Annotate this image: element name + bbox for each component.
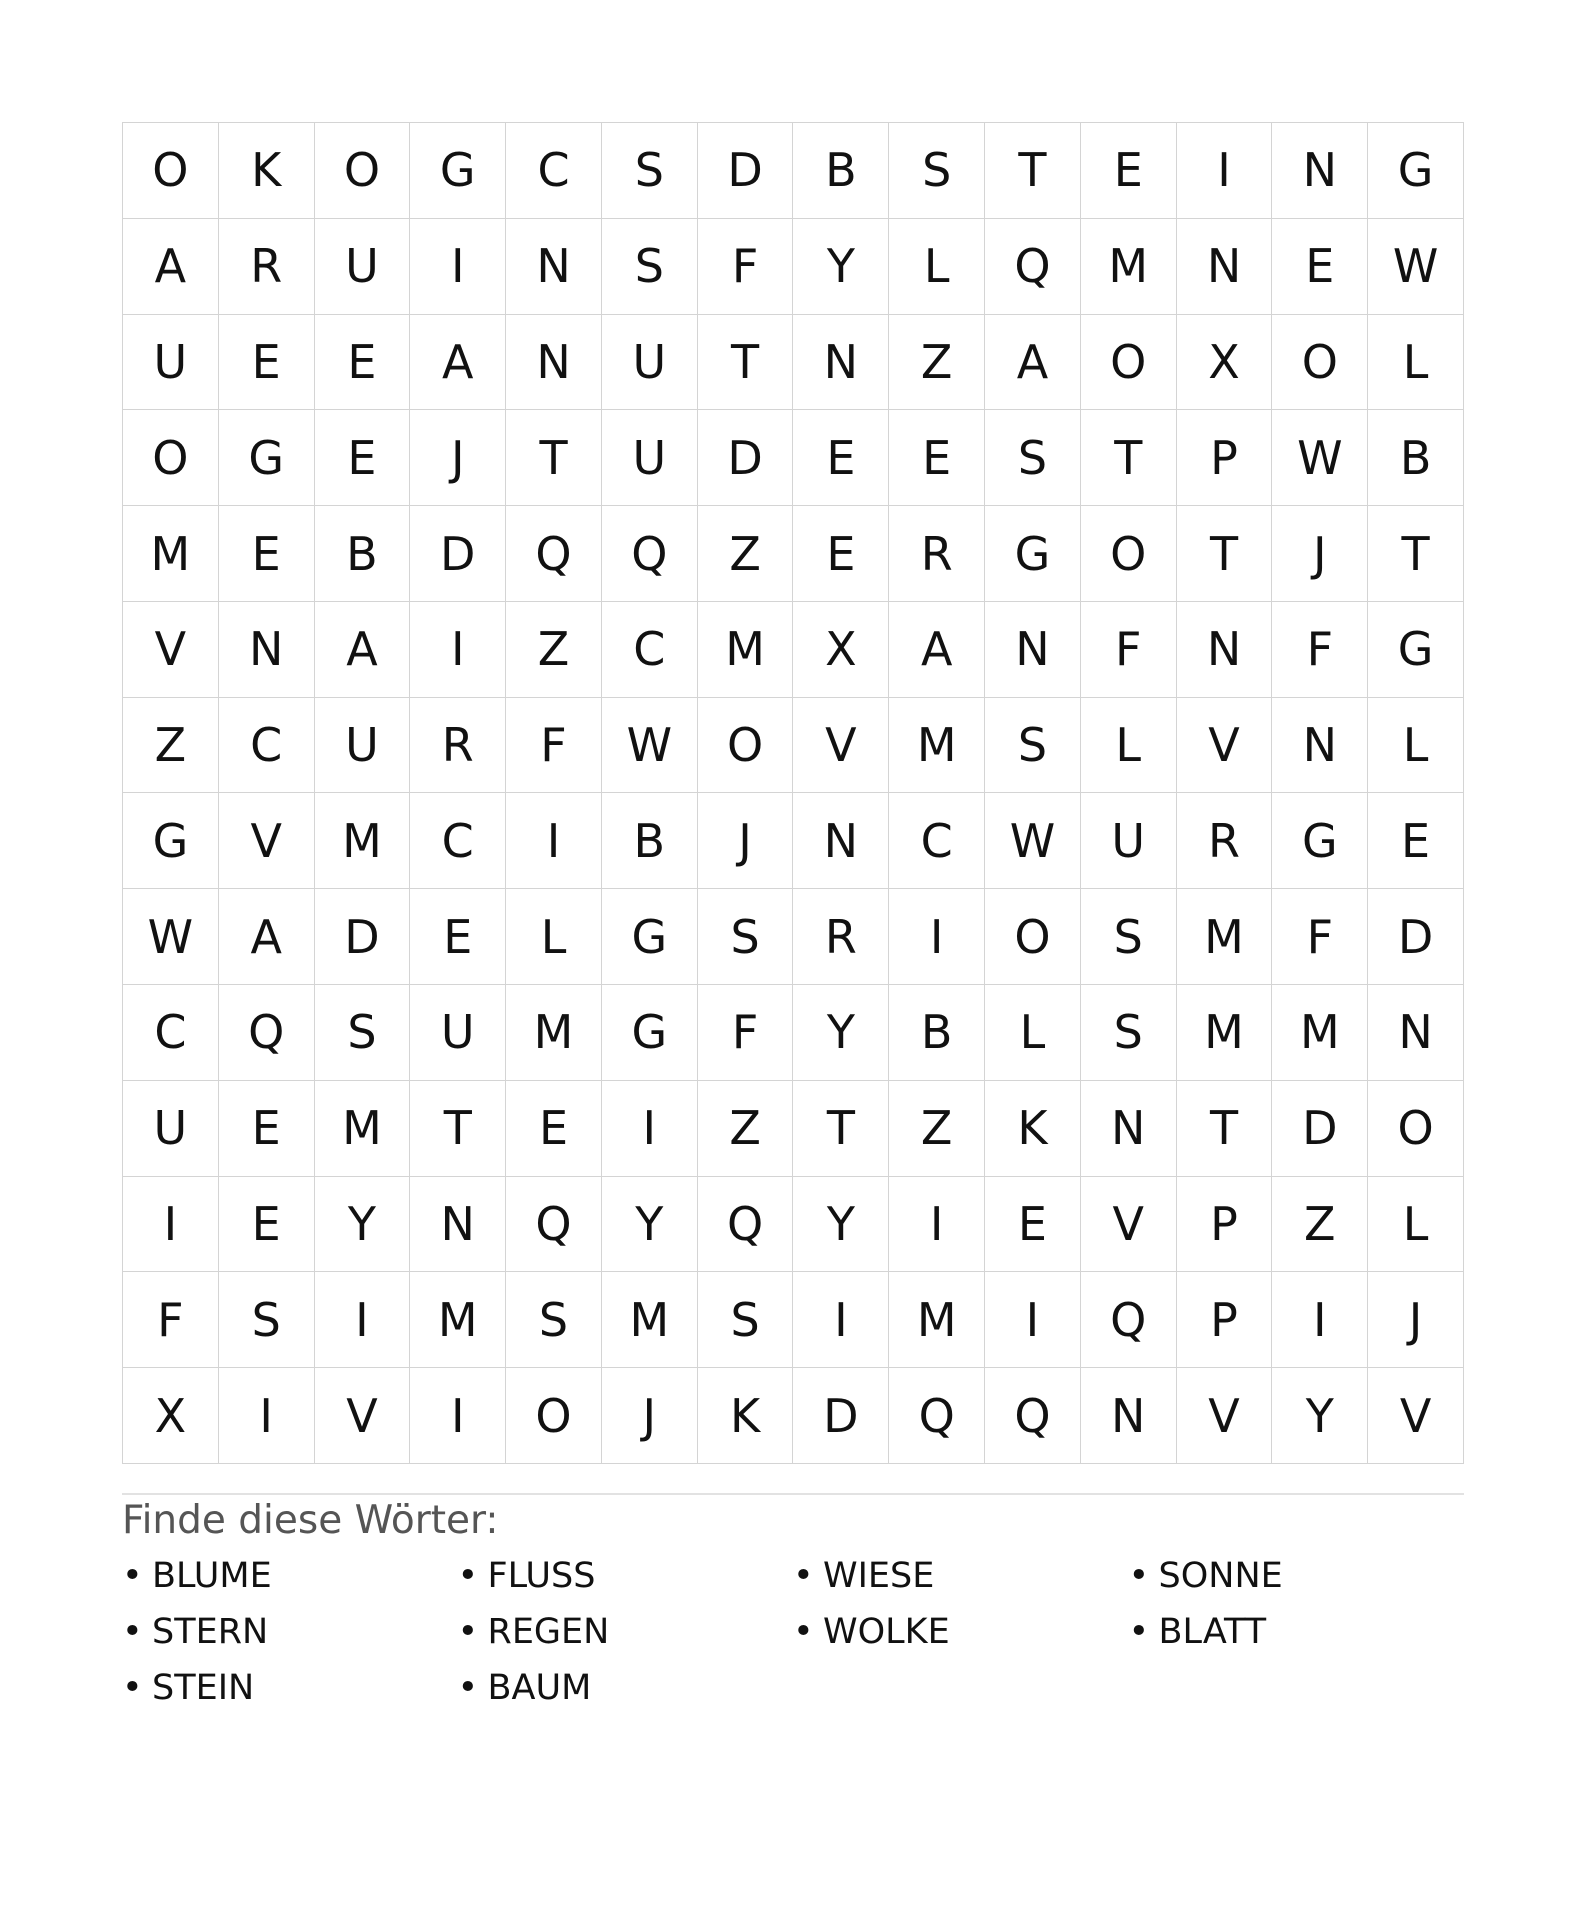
grid-cell[interactable]: D	[315, 889, 411, 985]
grid-cell[interactable]: T	[698, 315, 794, 411]
word-list-item	[458, 1668, 794, 1708]
grid-cell[interactable]: W	[602, 698, 698, 794]
bullet-icon: •	[457, 1668, 479, 1708]
grid-cell[interactable]: M	[1177, 985, 1273, 1081]
grid-cell[interactable]: M	[1272, 985, 1368, 1081]
grid-cell[interactable]: M	[410, 1272, 506, 1368]
word-list-item	[458, 1612, 794, 1652]
grid-cell[interactable]: E	[410, 889, 506, 985]
grid-cell[interactable]: G	[123, 793, 219, 889]
grid-cell[interactable]: Y	[793, 1177, 889, 1273]
word-list-item	[122, 1556, 458, 1596]
grid-cell[interactable]: L	[985, 985, 1081, 1081]
grid-cell[interactable]: S	[985, 698, 1081, 794]
grid-cell[interactable]: I	[410, 602, 506, 698]
grid-cell[interactable]: G	[602, 985, 698, 1081]
grid-cell[interactable]: I	[410, 1368, 506, 1464]
word-list	[122, 1556, 1464, 1708]
grid-cell[interactable]: V	[1177, 1368, 1273, 1464]
grid-cell[interactable]: W	[1272, 410, 1368, 506]
grid-cell[interactable]: O	[1081, 506, 1177, 602]
grid-cell[interactable]: Y	[315, 1177, 411, 1273]
word-list-item	[1129, 1556, 1465, 1596]
grid-cell[interactable]: K	[219, 123, 315, 219]
grid-cell[interactable]: Y	[1272, 1368, 1368, 1464]
grid-cell[interactable]: I	[219, 1368, 315, 1464]
bullet-icon: •	[122, 1668, 143, 1708]
grid-cell[interactable]: S	[985, 410, 1081, 506]
grid-cell[interactable]: D	[1368, 889, 1464, 985]
grid-cell[interactable]: G	[985, 506, 1081, 602]
grid-cell[interactable]: S	[602, 219, 698, 315]
grid-cell[interactable]: A	[123, 219, 219, 315]
grid-cell[interactable]: S	[315, 985, 411, 1081]
grid-cell[interactable]: V	[1081, 1177, 1177, 1273]
grid-cell[interactable]: N	[1272, 123, 1368, 219]
grid-cell[interactable]: D	[793, 1368, 889, 1464]
grid-cell[interactable]: O	[1272, 315, 1368, 411]
word-label: BLATT	[1158, 1612, 1267, 1652]
grid-cell[interactable]: Q	[985, 219, 1081, 315]
word-label: WOLKE	[823, 1612, 950, 1652]
grid-cell[interactable]: O	[698, 698, 794, 794]
grid-cell[interactable]: G	[1368, 602, 1464, 698]
grid-cell[interactable]: N	[1177, 602, 1273, 698]
grid-cell[interactable]: E	[315, 315, 411, 411]
grid-cell[interactable]: G	[410, 123, 506, 219]
grid-cell[interactable]: J	[602, 1368, 698, 1464]
grid-cell[interactable]: N	[410, 1177, 506, 1273]
grid-cell[interactable]: S	[602, 123, 698, 219]
grid-cell[interactable]: L	[1368, 315, 1464, 411]
grid-cell[interactable]: E	[1368, 793, 1464, 889]
grid-cell[interactable]: S	[698, 889, 794, 985]
grid-cell[interactable]: N	[1368, 985, 1464, 1081]
grid-cell[interactable]: N	[219, 602, 315, 698]
grid-cell[interactable]: Z	[889, 1081, 985, 1177]
grid-cell[interactable]: T	[1177, 1081, 1273, 1177]
grid-cell[interactable]: F	[123, 1272, 219, 1368]
word-label: FLUSS	[487, 1556, 596, 1596]
word-list-item	[1129, 1612, 1465, 1652]
grid-cell[interactable]: M	[315, 1081, 411, 1177]
grid-cell[interactable]: I	[602, 1081, 698, 1177]
grid-cell[interactable]: C	[123, 985, 219, 1081]
word-list-item	[793, 1556, 1129, 1596]
grid-cell[interactable]: E	[793, 506, 889, 602]
grid-cell[interactable]: I	[889, 889, 985, 985]
grid-cell[interactable]: Q	[1081, 1272, 1177, 1368]
grid-cell[interactable]: N	[1081, 1081, 1177, 1177]
grid-cell[interactable]: E	[985, 1177, 1081, 1273]
grid-cell[interactable]: N	[1177, 219, 1273, 315]
grid-cell[interactable]: Z	[506, 602, 602, 698]
grid-cell[interactable]: I	[506, 793, 602, 889]
grid-cell[interactable]: X	[793, 602, 889, 698]
grid-cell[interactable]: U	[1081, 793, 1177, 889]
grid-cell[interactable]: M	[889, 1272, 985, 1368]
grid-cell[interactable]: S	[506, 1272, 602, 1368]
grid-cell[interactable]: P	[1177, 1177, 1273, 1273]
grid-cell[interactable]: E	[506, 1081, 602, 1177]
grid-cell[interactable]: J	[1272, 506, 1368, 602]
grid-cell[interactable]: O	[315, 123, 411, 219]
grid-cell[interactable]: L	[889, 219, 985, 315]
grid-cell[interactable]: A	[315, 602, 411, 698]
grid-cell[interactable]: Z	[698, 1081, 794, 1177]
grid-cell[interactable]: J	[698, 793, 794, 889]
grid-cell[interactable]: E	[793, 410, 889, 506]
grid-cell[interactable]: E	[219, 315, 315, 411]
grid-cell[interactable]: B	[793, 123, 889, 219]
grid-cell[interactable]: O	[123, 123, 219, 219]
grid-cell[interactable]: K	[698, 1368, 794, 1464]
bullet-icon: •	[1128, 1556, 1150, 1596]
grid-cell[interactable]: U	[123, 1081, 219, 1177]
grid-cell[interactable]: X	[1177, 315, 1273, 411]
grid-cell[interactable]: T	[1081, 410, 1177, 506]
grid-cell[interactable]: O	[506, 1368, 602, 1464]
grid-cell[interactable]: E	[315, 410, 411, 506]
word-label: SONNE	[1158, 1556, 1283, 1596]
word-label: BLUME	[152, 1556, 272, 1596]
word-label: STEIN	[152, 1668, 255, 1708]
grid-cell[interactable]: T	[1177, 506, 1273, 602]
bullet-icon: •	[122, 1612, 143, 1652]
grid-cell[interactable]: U	[410, 985, 506, 1081]
grid-cell[interactable]: I	[123, 1177, 219, 1273]
grid-cell[interactable]: O	[123, 410, 219, 506]
grid-cell[interactable]: J	[1368, 1272, 1464, 1368]
grid-cell[interactable]: E	[219, 506, 315, 602]
grid-cell[interactable]: M	[506, 985, 602, 1081]
grid-cell[interactable]: M	[698, 602, 794, 698]
grid-cell[interactable]: Y	[793, 985, 889, 1081]
divider	[122, 1493, 1464, 1495]
grid-cell[interactable]: P	[1177, 410, 1273, 506]
grid-cell[interactable]: M	[1177, 889, 1273, 985]
word-label: WIESE	[823, 1556, 935, 1596]
grid-cell[interactable]: M	[315, 793, 411, 889]
grid-cell[interactable]: E	[1081, 123, 1177, 219]
grid-cell[interactable]: Y	[793, 219, 889, 315]
grid-cell[interactable]: I	[410, 219, 506, 315]
grid-cell[interactable]: Z	[698, 506, 794, 602]
grid-cell[interactable]: E	[889, 410, 985, 506]
grid-cell[interactable]: G	[602, 889, 698, 985]
bullet-icon: •	[457, 1612, 479, 1652]
grid-cell[interactable]: N	[985, 602, 1081, 698]
grid-cell[interactable]: C	[219, 698, 315, 794]
word-list-item	[122, 1612, 458, 1652]
word-list-item	[122, 1668, 458, 1708]
grid-cell[interactable]: M	[889, 698, 985, 794]
word-list-item	[458, 1556, 794, 1596]
grid-cell[interactable]: G	[1368, 123, 1464, 219]
grid-cell[interactable]: L	[506, 889, 602, 985]
grid-cell[interactable]: C	[506, 123, 602, 219]
grid-cell[interactable]: Q	[985, 1368, 1081, 1464]
grid-cell[interactable]: S	[1081, 985, 1177, 1081]
grid-cell[interactable]: B	[602, 793, 698, 889]
grid-cell[interactable]: D	[410, 506, 506, 602]
grid-cell[interactable]: Q	[506, 506, 602, 602]
grid-cell[interactable]: L	[1081, 698, 1177, 794]
grid-cell[interactable]: S	[1081, 889, 1177, 985]
word-list-item	[793, 1612, 1129, 1652]
grid-cell[interactable]: D	[1272, 1081, 1368, 1177]
grid-cell[interactable]: N	[506, 315, 602, 411]
grid-cell[interactable]: U	[602, 410, 698, 506]
grid-cell[interactable]: S	[698, 1272, 794, 1368]
grid-cell[interactable]: G	[219, 410, 315, 506]
grid-cell[interactable]: Q	[506, 1177, 602, 1273]
grid-cell[interactable]: R	[219, 219, 315, 315]
grid-cell[interactable]: O	[1368, 1081, 1464, 1177]
grid-cell[interactable]: V	[1177, 698, 1273, 794]
grid-cell[interactable]: B	[889, 985, 985, 1081]
grid-cell[interactable]: R	[793, 889, 889, 985]
bullet-icon: •	[122, 1556, 143, 1596]
grid-cell[interactable]: Z	[889, 315, 985, 411]
grid-cell[interactable]: I	[889, 1177, 985, 1273]
grid-cell[interactable]: F	[506, 698, 602, 794]
grid-cell[interactable]: C	[602, 602, 698, 698]
word-list-heading: Finde diese Wörter:	[122, 1498, 499, 1543]
bullet-icon: •	[457, 1556, 479, 1596]
grid-cell[interactable]: R	[410, 698, 506, 794]
grid-cell[interactable]: C	[889, 793, 985, 889]
grid-cell[interactable]: E	[219, 1177, 315, 1273]
grid-cell[interactable]: I	[793, 1272, 889, 1368]
grid-cell[interactable]: M	[602, 1272, 698, 1368]
grid-cell[interactable]: U	[602, 315, 698, 411]
grid-cell[interactable]: A	[219, 889, 315, 985]
grid-cell[interactable]: D	[698, 123, 794, 219]
grid-cell[interactable]: G	[1272, 793, 1368, 889]
grid-cell[interactable]: B	[315, 506, 411, 602]
grid-cell[interactable]: Q	[698, 1177, 794, 1273]
grid-cell[interactable]: R	[1177, 793, 1273, 889]
grid-cell[interactable]: U	[315, 698, 411, 794]
grid-cell[interactable]: F	[1272, 602, 1368, 698]
letter-grid	[122, 122, 1464, 1464]
grid-cell[interactable]: Z	[123, 698, 219, 794]
word-label: REGEN	[487, 1612, 610, 1652]
grid-cell[interactable]: C	[410, 793, 506, 889]
grid-cell[interactable]: F	[698, 985, 794, 1081]
grid-cell[interactable]: D	[698, 410, 794, 506]
grid-cell[interactable]: X	[123, 1368, 219, 1464]
grid-cell[interactable]: V	[219, 793, 315, 889]
grid-cell[interactable]: Z	[1272, 1177, 1368, 1273]
grid-cell[interactable]: J	[410, 410, 506, 506]
grid-cell[interactable]: V	[1368, 1368, 1464, 1464]
grid-cell[interactable]: N	[793, 315, 889, 411]
word-label: STERN	[152, 1612, 269, 1652]
grid-cell[interactable]: I	[1272, 1272, 1368, 1368]
grid-cell[interactable]: L	[1368, 1177, 1464, 1273]
bullet-icon: •	[1128, 1612, 1150, 1652]
grid-cell[interactable]: O	[1081, 315, 1177, 411]
grid-cell[interactable]: W	[1368, 219, 1464, 315]
grid-cell[interactable]: Q	[219, 985, 315, 1081]
grid-cell[interactable]: F	[698, 219, 794, 315]
grid-cell[interactable]: E	[1272, 219, 1368, 315]
grid-cell[interactable]: N	[1081, 1368, 1177, 1464]
grid-cell[interactable]: K	[985, 1081, 1081, 1177]
grid-cell[interactable]: V	[793, 698, 889, 794]
grid-cell[interactable]: U	[123, 315, 219, 411]
grid-cell[interactable]: Q	[602, 506, 698, 602]
grid-cell[interactable]: I	[1177, 123, 1273, 219]
grid-cell[interactable]: A	[889, 602, 985, 698]
bullet-icon: •	[793, 1556, 814, 1596]
grid-cell[interactable]: W	[985, 793, 1081, 889]
grid-cell[interactable]: Y	[602, 1177, 698, 1273]
grid-cell[interactable]: U	[315, 219, 411, 315]
grid-cell[interactable]: N	[793, 793, 889, 889]
grid-cell[interactable]: T	[410, 1081, 506, 1177]
grid-cell[interactable]: Q	[889, 1368, 985, 1464]
grid-cell[interactable]: P	[1177, 1272, 1273, 1368]
word-label: BAUM	[487, 1668, 592, 1708]
grid-cell[interactable]: L	[1368, 698, 1464, 794]
grid-cell[interactable]: S	[889, 123, 985, 219]
grid-cell[interactable]: N	[506, 219, 602, 315]
grid-cell[interactable]: B	[1368, 410, 1464, 506]
bullet-icon: •	[793, 1612, 814, 1652]
grid-cell[interactable]: V	[315, 1368, 411, 1464]
grid-cell[interactable]: F	[1272, 889, 1368, 985]
grid-cell[interactable]: O	[985, 889, 1081, 985]
grid-cell[interactable]: R	[889, 506, 985, 602]
grid-cell[interactable]: T	[985, 123, 1081, 219]
grid-cell[interactable]: V	[123, 602, 219, 698]
grid-cell[interactable]: A	[410, 315, 506, 411]
grid-cell[interactable]: I	[985, 1272, 1081, 1368]
grid-cell[interactable]: A	[985, 315, 1081, 411]
grid-cell[interactable]: T	[793, 1081, 889, 1177]
grid-cell[interactable]: S	[219, 1272, 315, 1368]
grid-cell[interactable]: M	[123, 506, 219, 602]
grid-cell[interactable]: E	[219, 1081, 315, 1177]
grid-cell[interactable]: F	[1081, 602, 1177, 698]
grid-cell[interactable]: W	[123, 889, 219, 985]
grid-cell[interactable]: M	[1081, 219, 1177, 315]
grid-cell[interactable]: T	[506, 410, 602, 506]
grid-cell[interactable]: I	[315, 1272, 411, 1368]
grid-cell[interactable]: N	[1272, 698, 1368, 794]
grid-cell[interactable]: T	[1368, 506, 1464, 602]
